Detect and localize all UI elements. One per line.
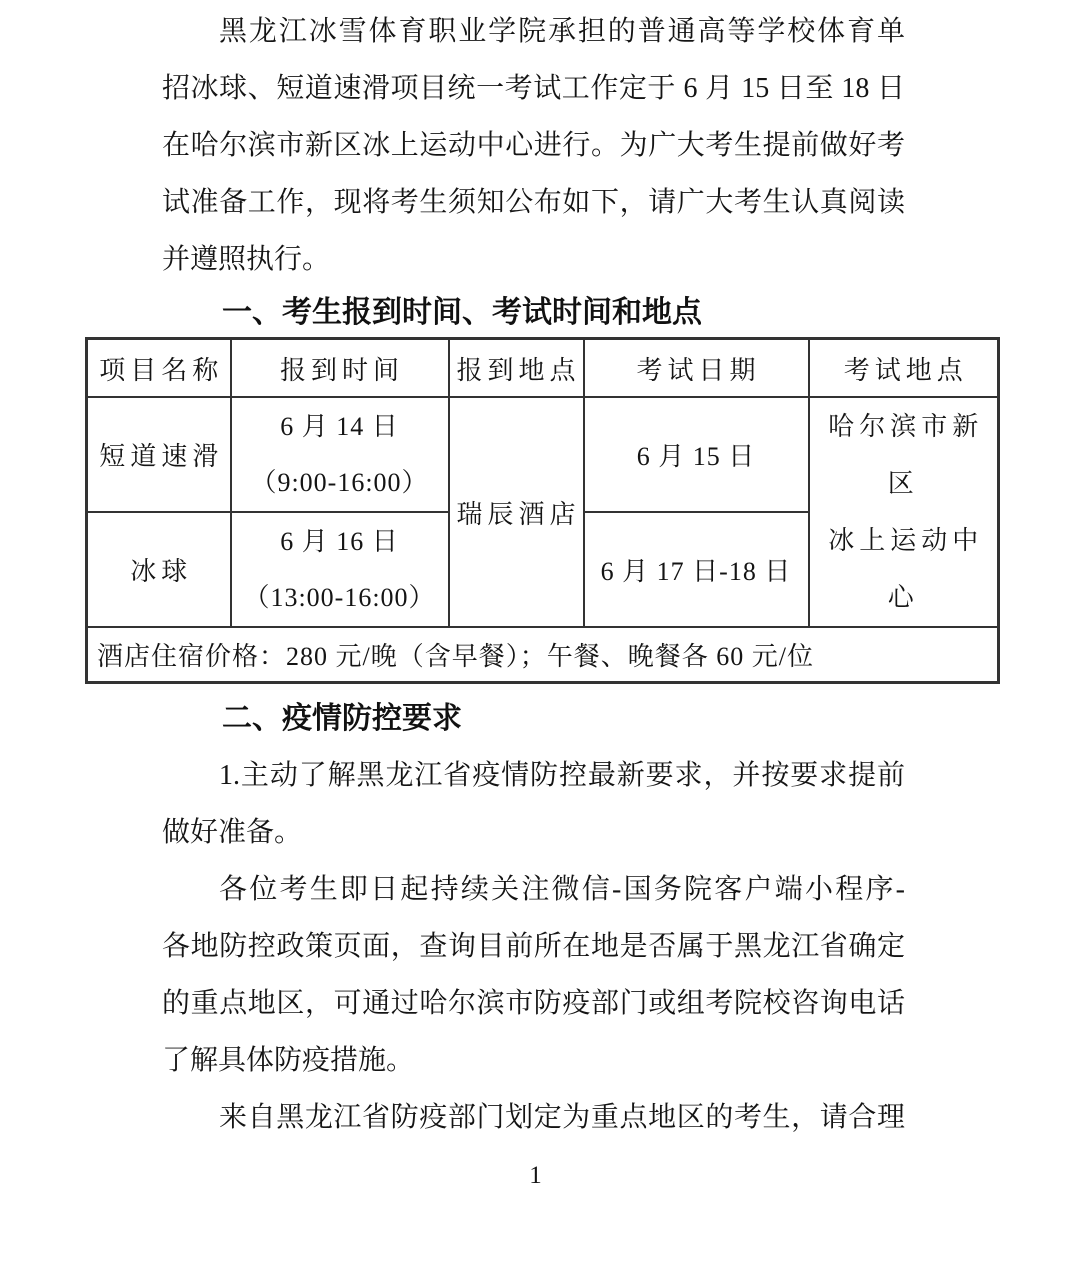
exam-location-line-2: 冰上运动中心 [828,526,984,612]
report-date-line: 6 月 16 日 [280,526,399,556]
report-hours-line: （13:00-16:00） [243,582,436,612]
header-report-location: 报到地点 [449,339,584,398]
intro-line-4: 试准备工作，现将考生须知公布如下，请广大考生认真阅读 [162,187,905,218]
schedule-table [85,337,1000,684]
section2-line-5: 的重点地区，可通过哈尔滨市防疫部门或组考院校咨询电话 [162,988,905,1019]
report-time-cell [231,512,449,627]
section1-heading: 一、考生报到时间、考试时间和地点 [222,296,702,329]
header-project-name: 项目名称 [87,339,231,398]
report-location-cell: 瑞辰酒店 [449,397,584,627]
header-exam-location: 考试地点 [809,339,999,398]
price-note-row [87,627,999,683]
exam-location-line-1: 哈尔滨市新区 [828,412,984,498]
page-number: 1 [529,1162,542,1189]
table-row-short-track [87,397,999,512]
intro-line-2: 招冰球、短道速滑项目统一考试工作定于 6 月 15 日至 18 日 [162,73,905,104]
intro-line-3: 在哈尔滨市新区冰上运动中心进行。为广大考生提前做好考 [162,130,905,161]
exam-location-cell [809,397,999,627]
report-time-cell [231,397,449,512]
exam-date-cell: 6 月 17 日-18 日 [584,512,809,627]
intro-line-5: 并遵照执行。 [162,244,331,275]
project-cell: 冰球 [87,512,231,627]
section2-line-6: 了解具体防疫措施。 [162,1045,415,1076]
report-hours-line: （9:00-16:00） [250,467,429,497]
section2-line-4: 各地防控政策页面，查询目前所在地是否属于黑龙江省确定 [162,931,905,962]
section2-line-1: 1.主动了解黑龙江省疫情防控最新要求，并按要求提前 [219,760,905,791]
section2-line-2: 做好准备。 [162,817,303,848]
section2-heading: 二、疫情防控要求 [222,702,462,735]
price-note-cell: 酒店住宿价格：280 元/晚（含早餐）；午餐、晚餐各 60 元/位 [87,627,999,683]
header-report-time: 报到时间 [231,339,449,398]
section2-line-7: 来自黑龙江省防疫部门划定为重点地区的考生，请合理 [219,1102,905,1133]
intro-paragraph [162,0,905,288]
intro-line-1: 黑龙江冰雪体育职业学院承担的普通高等学校体育单 [219,16,905,47]
table-header-row [87,339,999,398]
header-exam-date: 考试日期 [584,339,809,398]
section2-block [162,690,905,1146]
exam-date-cell: 6 月 15 日 [584,397,809,512]
report-date-line: 6 月 14 日 [280,411,399,441]
section2-line-3: 各位考生即日起持续关注微信-国务院客户端小程序- [219,874,905,905]
project-cell: 短道速滑 [87,397,231,512]
